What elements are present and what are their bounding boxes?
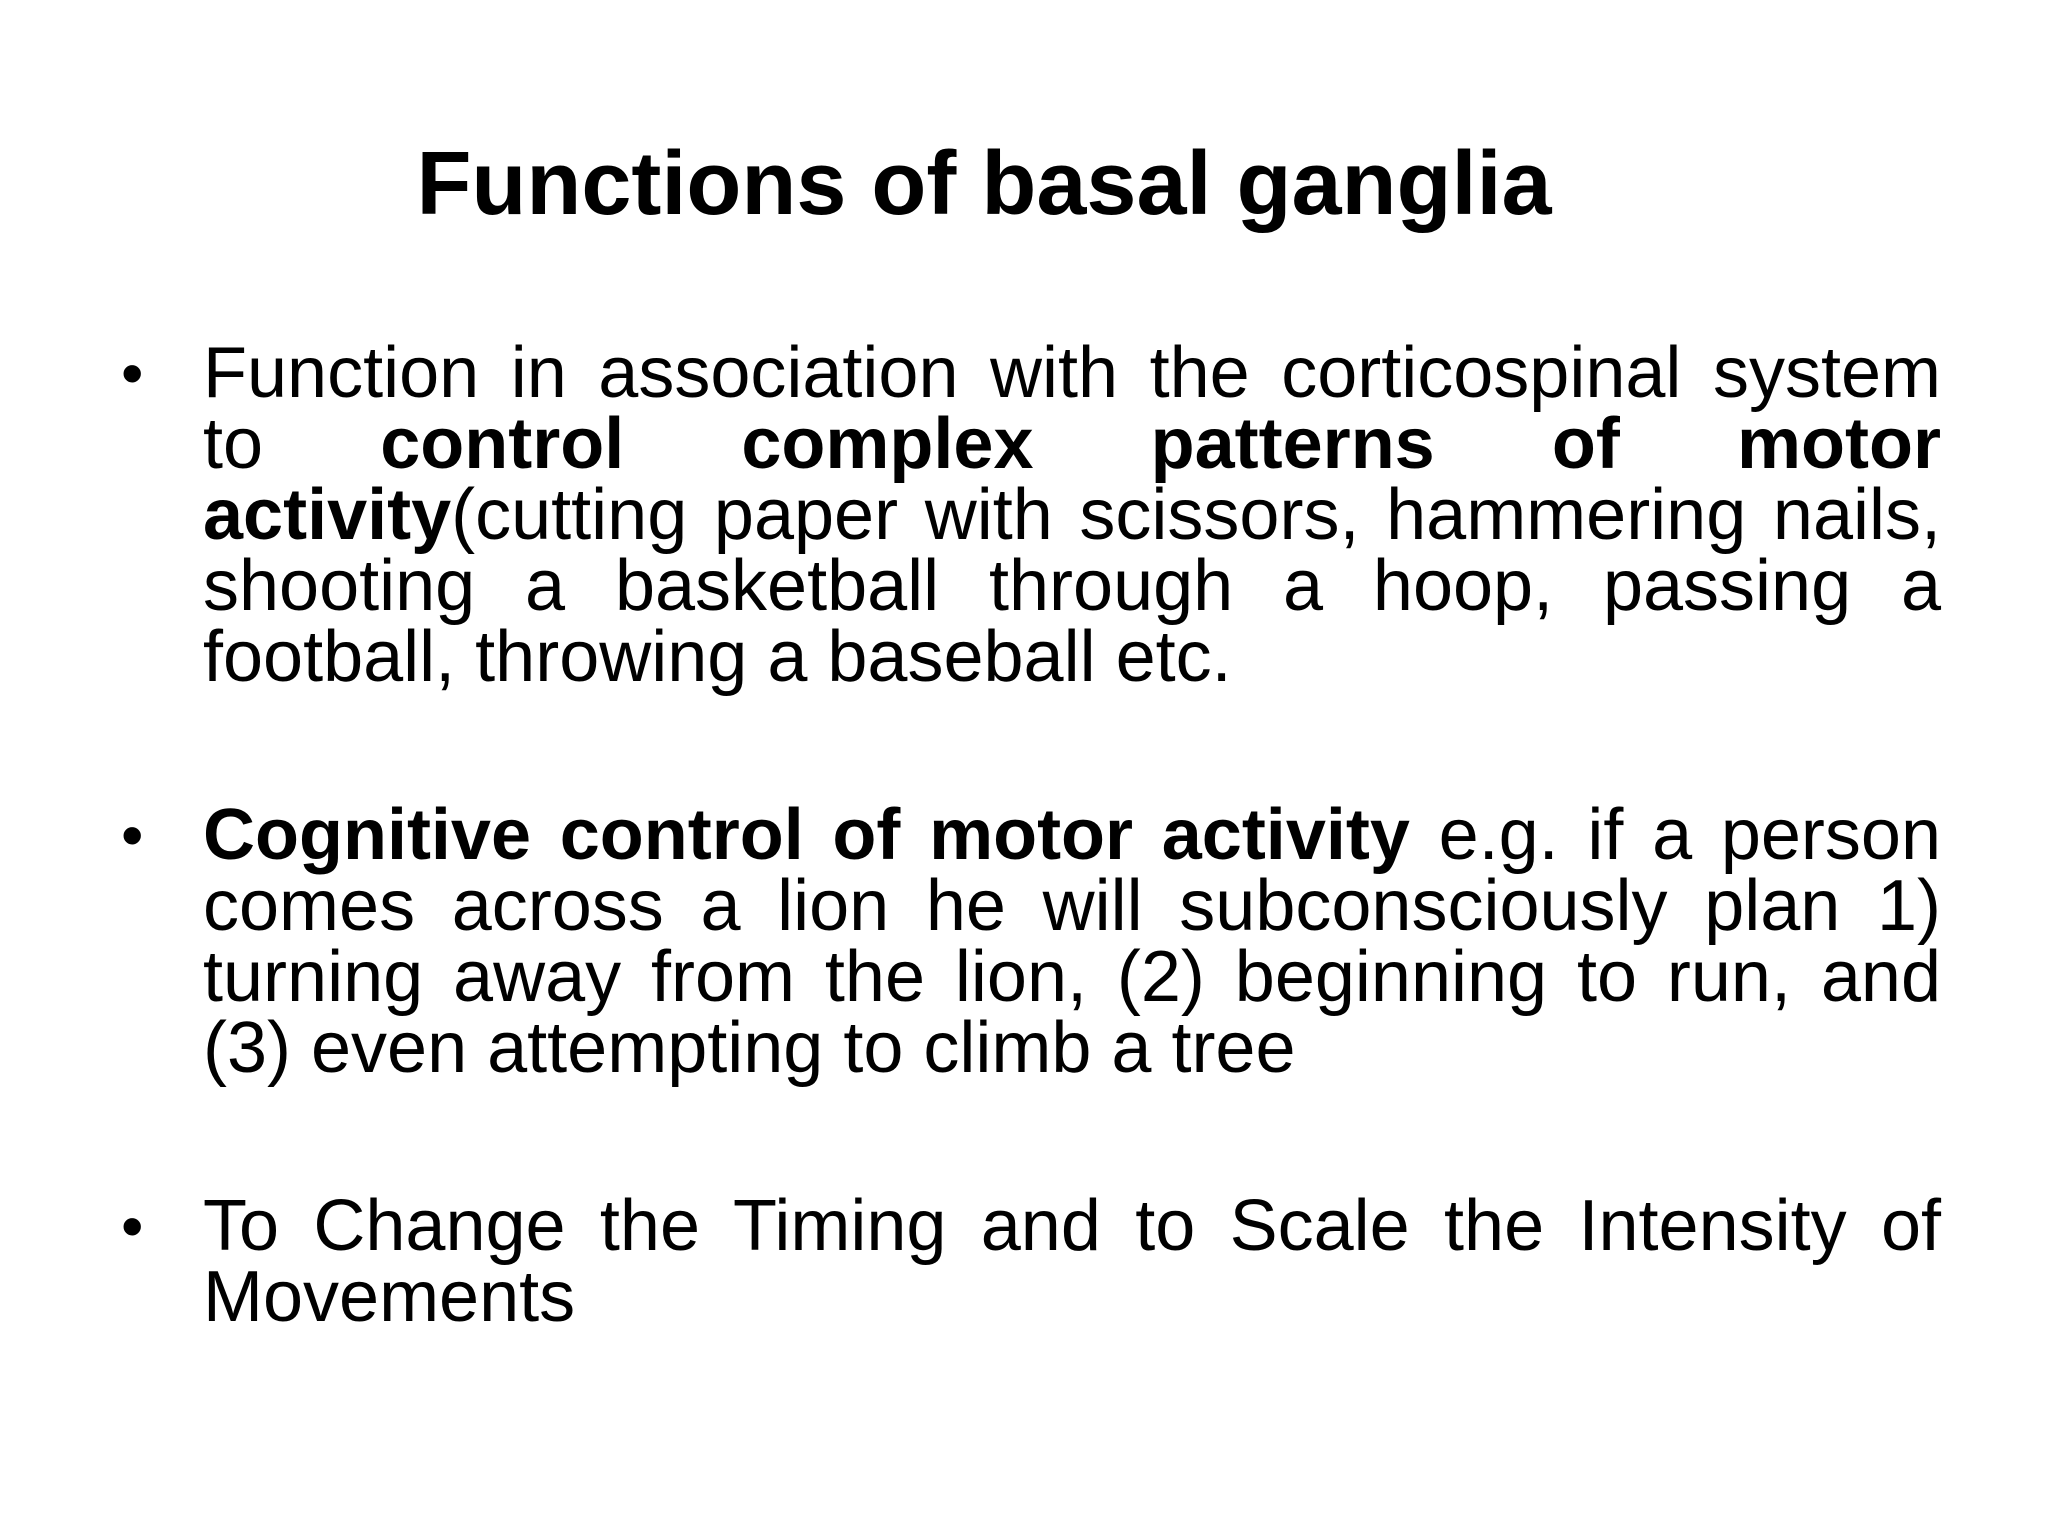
bullet-marker: • [121, 1190, 144, 1262]
bullet-text-plain: e.g. if a person comes across a lion he will subconsciously plan 1) turning away from the lion, (2) beginning to run, and (3) even attempting to climb a tree [203, 795, 1941, 1088]
bullet-text-plain: To Change the Timing and to Scale the Intensity of Movements [203, 1186, 1941, 1337]
bullet-text-bold: Cognitive control of motor activity [203, 795, 1410, 875]
bullet-text [203, 795, 1941, 1088]
bullet-marker: • [121, 337, 144, 409]
bullet-text [203, 333, 1941, 697]
slide-title: Functions of basal ganglia [416, 134, 1552, 234]
bullet-marker: • [121, 799, 144, 871]
bullet-text-plain: Function in association with the corticospinal system to [203, 333, 1941, 484]
bullet-text-plain: (cutting paper with scissors, hammering nails, shooting a basketball through a hoop, passing a football, throwing a baseball etc. [203, 475, 1941, 697]
bullet-text-bold: control complex patterns of motor activity [203, 404, 1941, 555]
bullet-text [203, 1186, 1941, 1337]
